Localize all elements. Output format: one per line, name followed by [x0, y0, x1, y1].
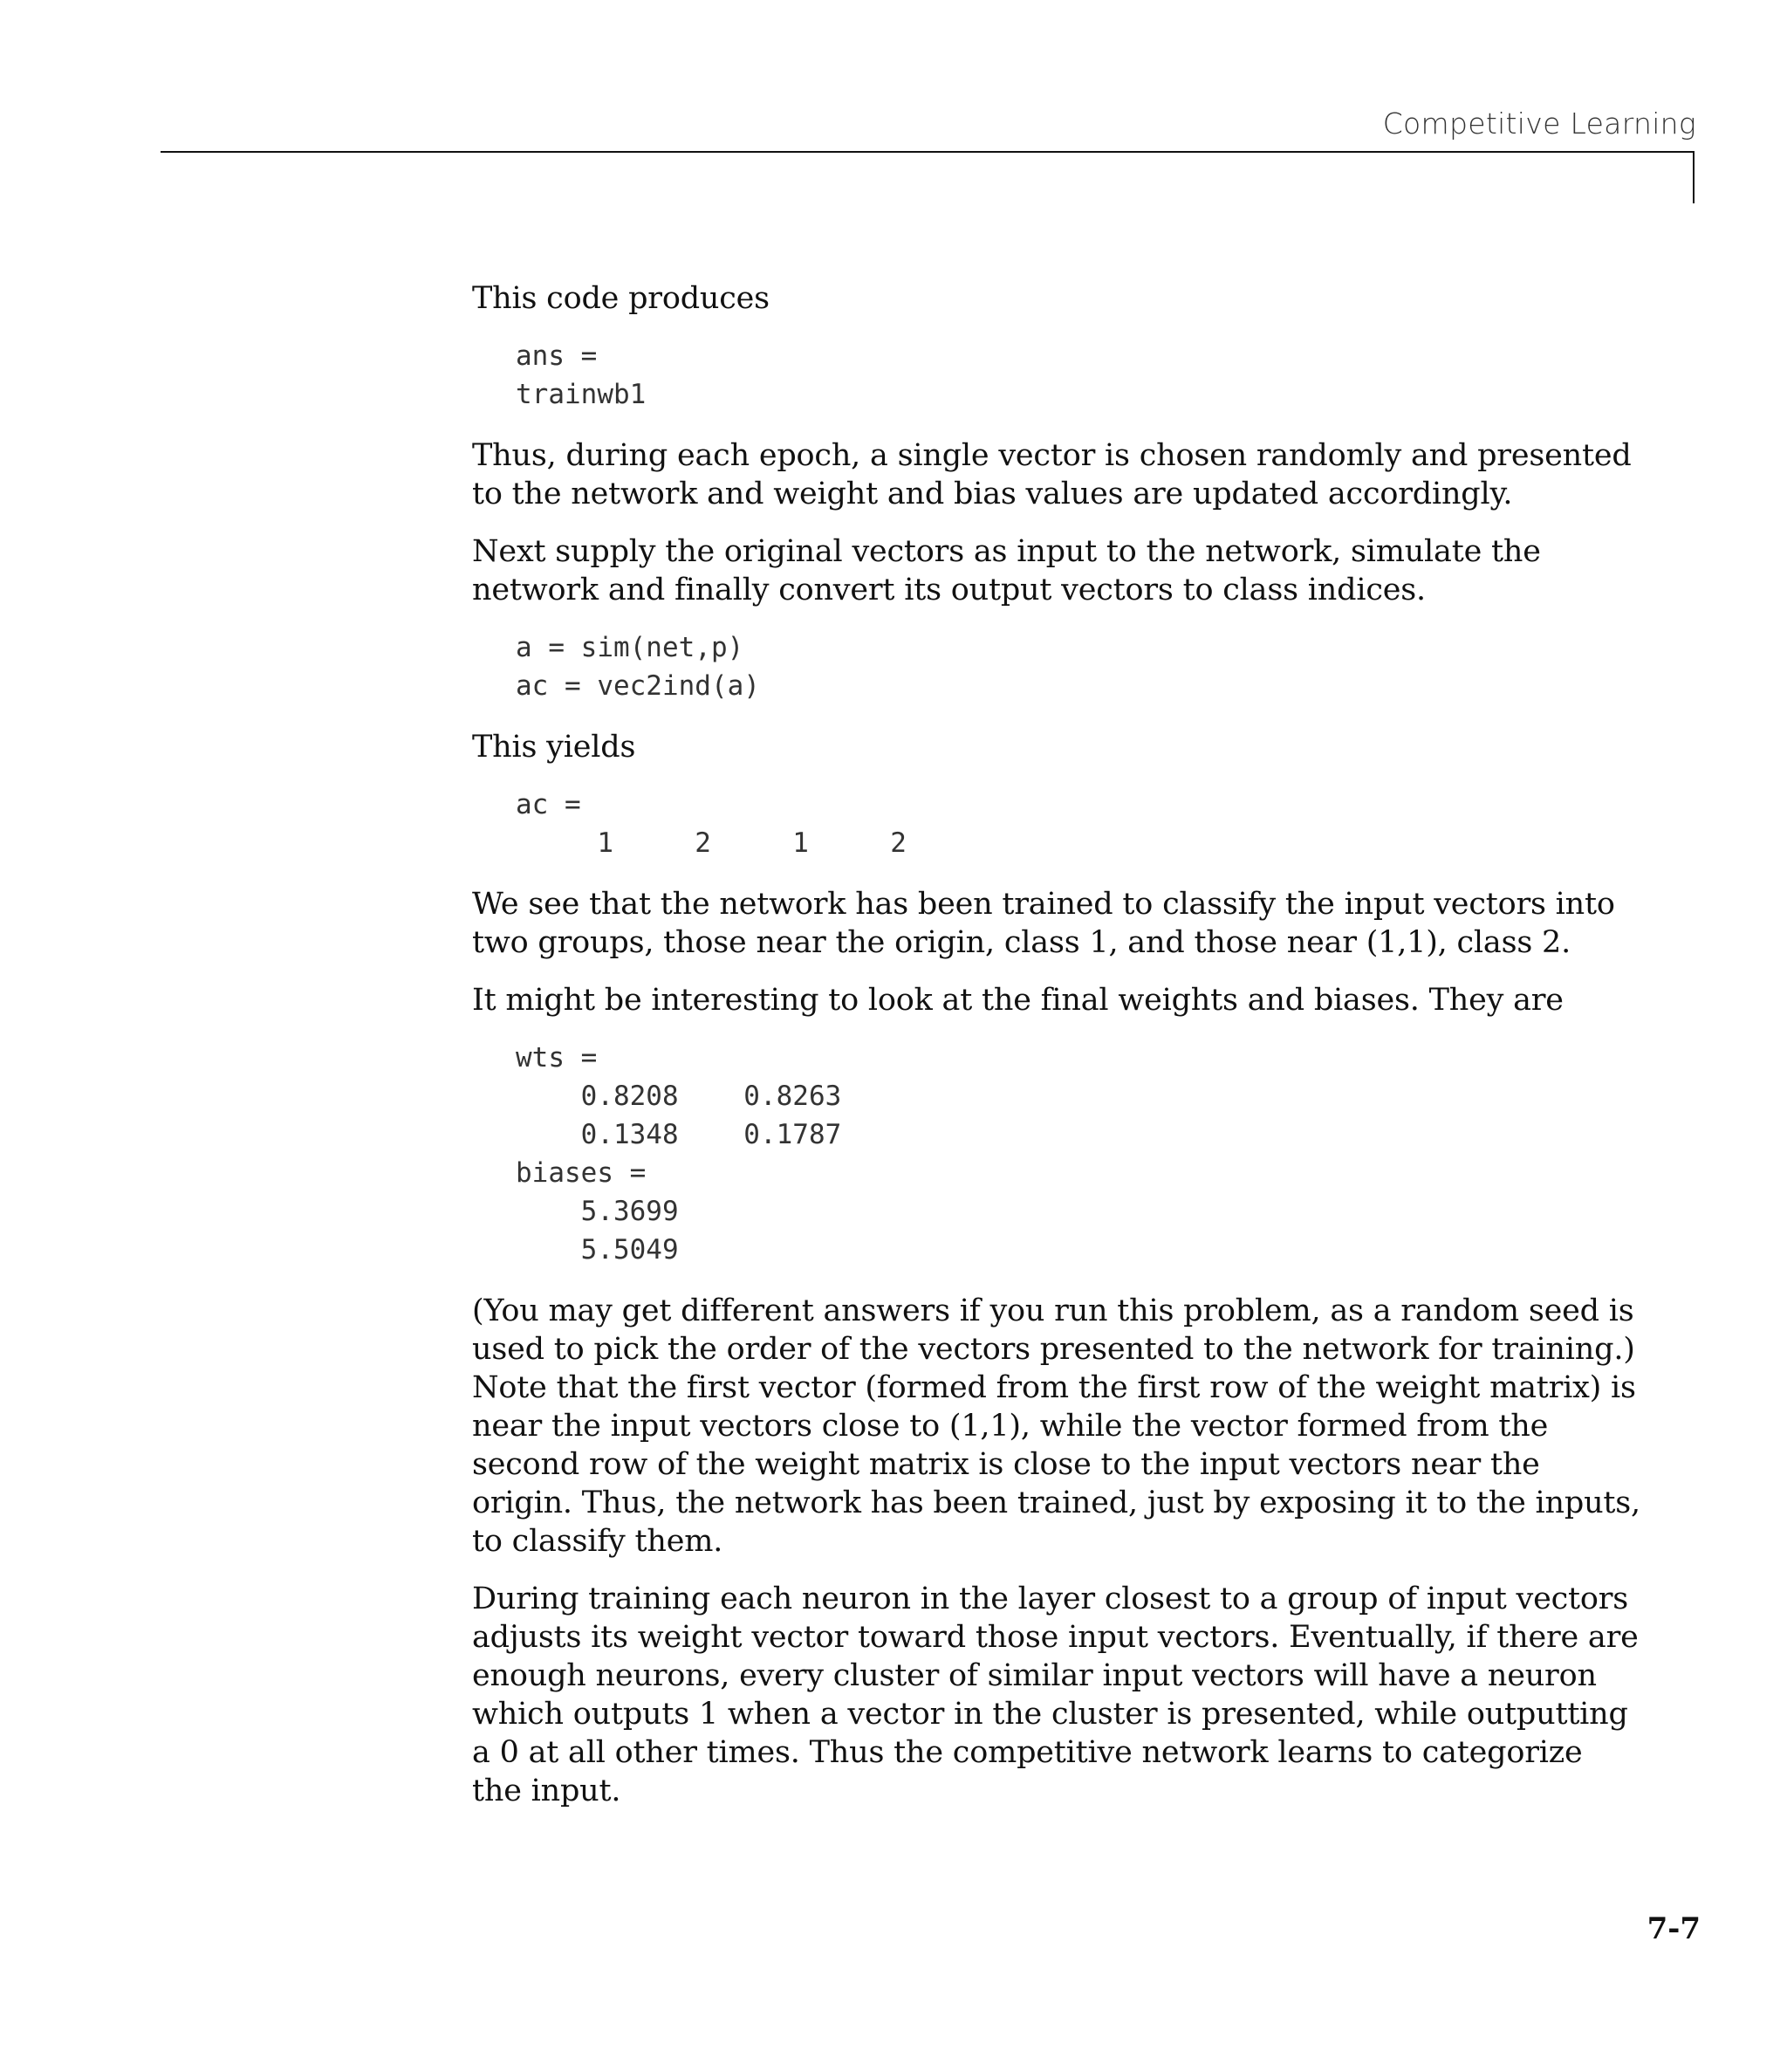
code-line: trainwb1 — [516, 379, 647, 410]
code-line: 1 2 1 2 — [516, 827, 907, 859]
code-line: ac = vec2ind(a) — [516, 670, 760, 702]
code-line: biases = — [516, 1157, 647, 1189]
code-block-ac — [516, 786, 1641, 862]
paragraph-weights-intro: It might be interesting to look at the final weights and biases. They are — [472, 983, 1564, 1018]
code-line: 0.8208 0.8263 — [516, 1081, 842, 1112]
header-rule — [161, 151, 1694, 153]
code-line: 5.5049 — [516, 1234, 679, 1266]
code-line: ac = — [516, 789, 581, 820]
code-line: 5.3699 — [516, 1196, 679, 1227]
paragraph-simulate: Next supply the original vectors as input to the network, simulate the network and finally convert its output vectors to class indices. — [472, 534, 1541, 607]
paragraph-random-seed: (You may get different answers if you run this problem, as a random seed is used to pick the order of the vectors presented to the network for training.) Note that the first vector (formed from the first row of the weight matrix) is near the input vectors close to (1,1), while the vector formed from the second row of the weight matrix is close to the input vectors near the origin. Thus, the network has been trained, just by exposing it to the inputs, to classify them. — [472, 1293, 1640, 1559]
code-line: wts = — [516, 1042, 598, 1074]
paragraph-yields: This yields — [472, 730, 636, 765]
code-line: ans = — [516, 340, 598, 372]
code-block-weights — [516, 1039, 1641, 1269]
code-line: a = sim(net,p) — [516, 632, 744, 663]
code-line: 0.1348 0.1787 — [516, 1119, 842, 1150]
header-rule-tick — [1693, 151, 1695, 203]
paragraph-training: During training each neuron in the layer closest to a group of input vectors adjusts its weight vector toward those input vectors. Eventually, if there are enough neurons, every cluster of similar input vectors will have a neuron which outputs 1 when a vector in the cluster is presented, while outputting a 0 at all other times. Thus the competitive network learns to categorize the input. — [472, 1581, 1639, 1808]
page-content — [472, 279, 1641, 1829]
page-number: 7-7 — [1647, 1911, 1701, 1946]
code-block-ans — [516, 337, 1641, 414]
running-header-title: Competitive Learning — [1382, 106, 1696, 141]
paragraph-classes: We see that the network has been trained to classify the input vectors into two groups, those near the origin, class 1, and those near (1,1), class 2. — [472, 887, 1615, 960]
paragraph-intro: This code produces — [472, 281, 770, 316]
paragraph-epoch: Thus, during each epoch, a single vector is chosen randomly and presented to the network and weight and bias values are updated accordingly. — [472, 438, 1632, 511]
code-block-sim — [516, 628, 1641, 705]
